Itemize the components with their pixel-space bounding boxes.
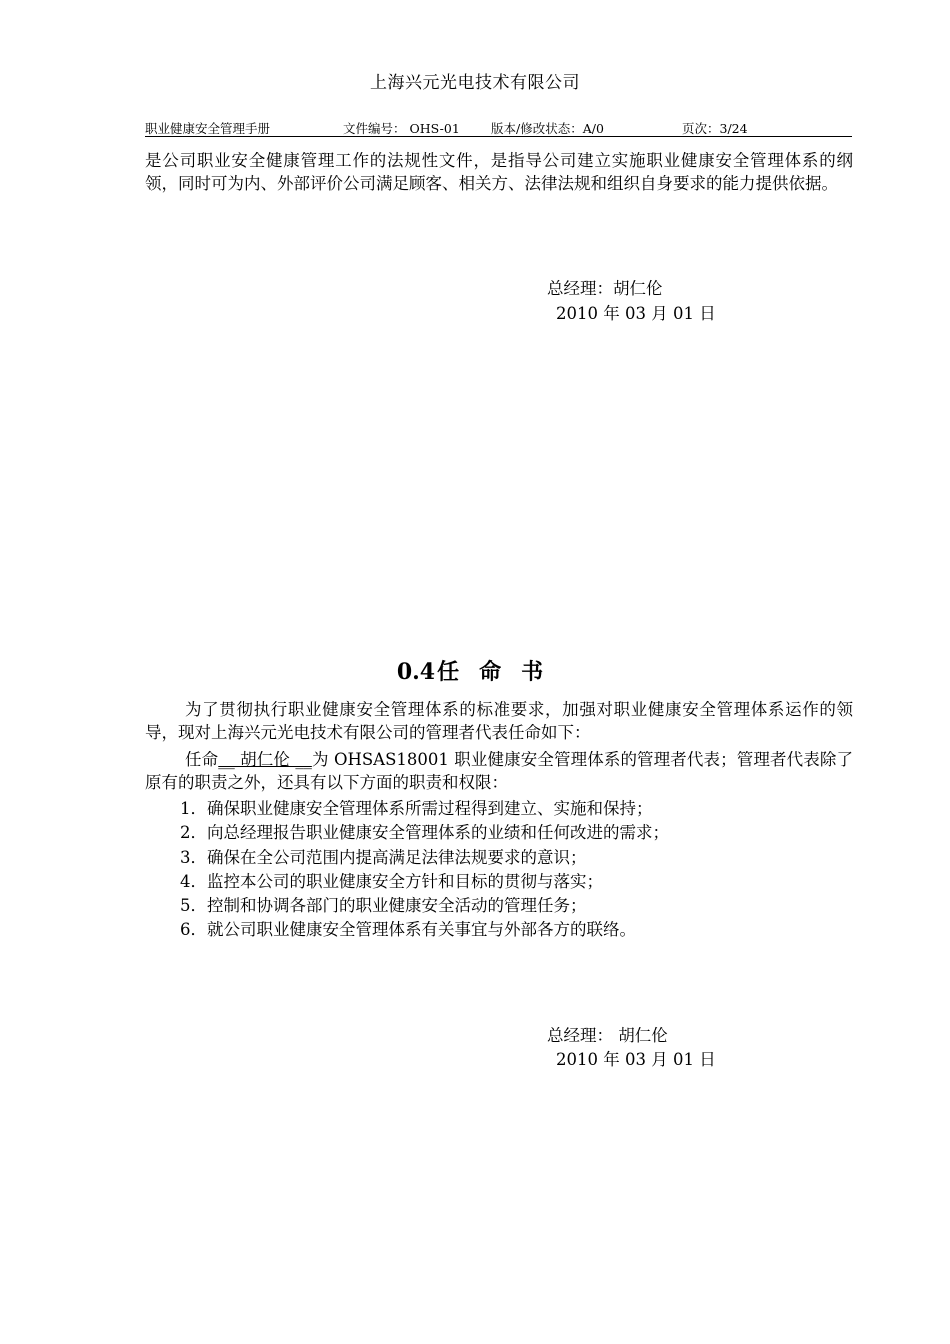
list-item: 5．控制和协调各部门的职业健康安全活动的管理任务；	[180, 896, 587, 916]
title-char-1: 任	[437, 659, 460, 685]
section-title	[0, 655, 950, 686]
list-item: 2．向总经理报告职业健康安全管理体系的业绩和任何改进的需求；	[180, 823, 669, 843]
appoint-prefix: 任命	[185, 750, 219, 769]
signature-date-2: 2010 年 03 月 01 日	[556, 1050, 716, 1069]
document-header	[145, 118, 852, 137]
list-item: 3．确保在全公司范围内提高满足法律法规要求的意识；	[180, 847, 587, 867]
version-status: 版本/修改状态：A/0	[491, 121, 604, 136]
title-char-2: 命	[479, 659, 502, 685]
appointment-intro: 为了贯彻执行职业健康安全管理体系的标准要求，加强对职业健康安全管理体系运作的领导，现对上海兴元光电技术有限公司的管理者代表任命如下：	[145, 700, 853, 742]
responsibility-list	[180, 797, 669, 943]
signature-date-1: 2010 年 03 月 01 日	[556, 304, 716, 323]
signature-title-1: 总经理：胡仁伦	[547, 279, 663, 298]
company-name: 上海兴元光电技术有限公司	[370, 73, 580, 93]
file-number: 文件编号： OHS-01	[343, 121, 460, 136]
list-item: 4．监控本公司的职业健康安全方针和目标的贯彻与落实；	[180, 871, 603, 891]
section-number: 0.4	[396, 659, 436, 685]
signature-title-2: 总经理： 胡仁伦	[547, 1026, 668, 1045]
list-item: 6．就公司职业健康安全管理体系有关事宜与外部各方的联络。	[180, 920, 636, 940]
list-item: 1．确保职业健康安全管理体系所需过程得到建立、实施和保持；	[180, 799, 653, 818]
manual-title: 职业健康安全管理手册	[145, 121, 271, 136]
intro-paragraph: 是公司职业安全健康管理工作的法规性文件，是指导公司建立实施职业健康安全管理体系的纲领，同时可为内、外部评价公司满足顾客、相关方、法律法规和组织自身要求的能力提供依据。	[145, 151, 853, 193]
page-number: 页次：3/24	[682, 121, 748, 136]
appointment-statement	[145, 748, 853, 794]
appointee-name: __ 胡仁伦 __	[218, 750, 312, 769]
appoint-suffix: 为 OHSAS18001 职业健康安全管理体系的管理者代表；管理者代表除了原有的职责之外，还具有以下方面的职责和权限：	[145, 750, 854, 792]
title-char-3: 书	[521, 659, 544, 685]
